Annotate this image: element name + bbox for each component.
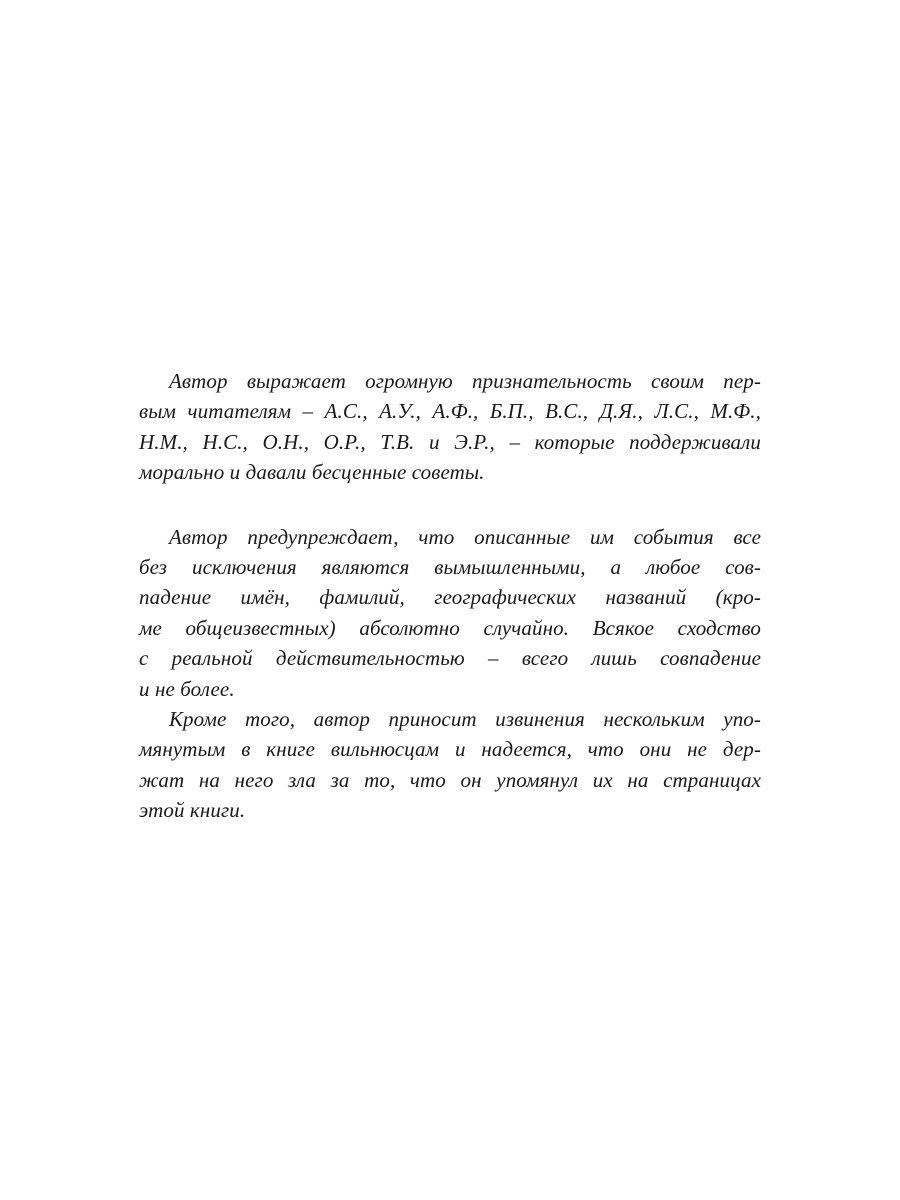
text-line: морально и давали бесценные советы. [139, 460, 485, 485]
text-line: без исключения являются вымышленными, а любое сов- [139, 554, 761, 579]
text-line: Кроме того, автор приносит извинения нескольким упо- [169, 706, 761, 731]
text-line: ме общеизвестных) абсолютно случайно. Всякое сходство [139, 615, 761, 640]
text-line: жат на него зла за то, что он упомянул их на страницах [139, 767, 761, 792]
text-line: падение имён, фамилий, географических названий (кро- [139, 585, 761, 610]
text-line: Автор выражает огромную признательность своим пер- [169, 369, 761, 393]
text-line: и не более. [139, 676, 235, 701]
text-line: вым читателям – А.С., А.У., А.Ф., Б.П., В.С., Д.Я., Л.С., М.Ф., [139, 399, 761, 424]
author-notes [139, 366, 761, 825]
text-line: этой книги. [139, 798, 246, 823]
paragraph-spacer [139, 488, 761, 522]
text-line: Н.М., Н.С., О.Н., О.Р., Т.В. и Э.Р., – которые поддерживали [139, 429, 761, 454]
acknowledgement-paragraph [139, 366, 761, 488]
apology-paragraph [139, 704, 761, 826]
disclaimer-paragraph [139, 522, 761, 704]
text-line: мянутым в книге вильнюсцам и надеется, что они не дер- [139, 737, 761, 762]
text-line: с реальной действительностью – всего лишь совпадение [139, 646, 761, 671]
text-line: Автор предупреждает, что описанные им события все [169, 524, 761, 549]
